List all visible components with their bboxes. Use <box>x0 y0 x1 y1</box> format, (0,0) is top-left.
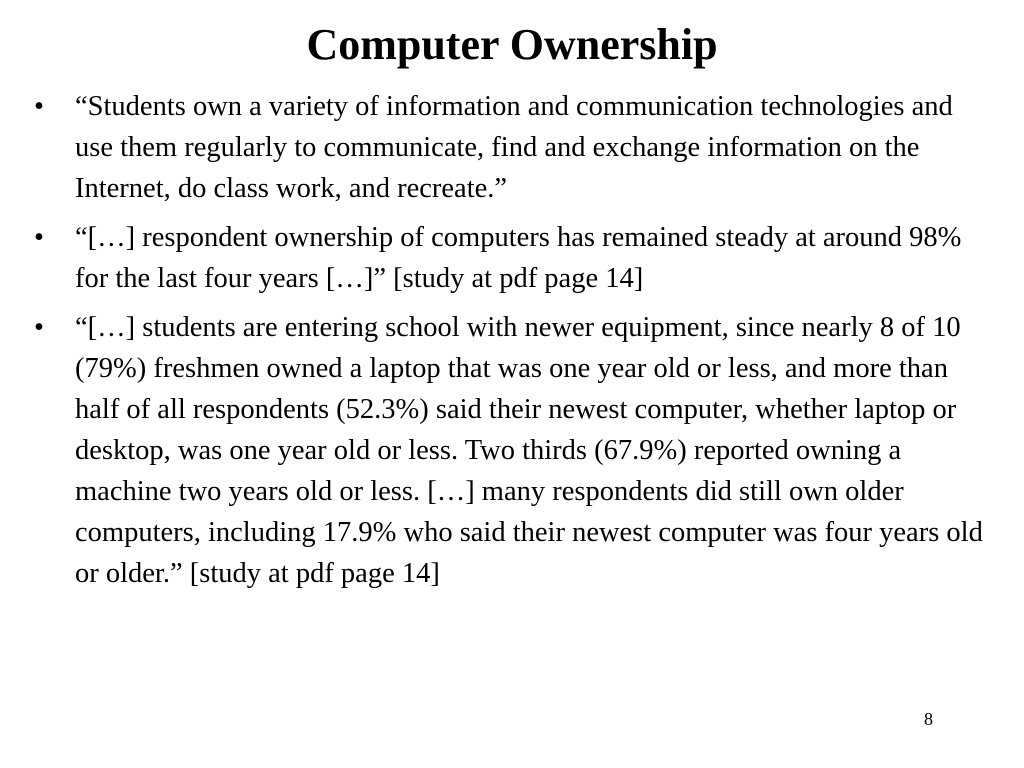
bullet-item <box>30 307 990 594</box>
bullet-icon: • <box>34 91 44 122</box>
bullet-item <box>30 217 990 299</box>
page-number: 8 <box>924 709 933 729</box>
bullet-item <box>30 86 990 209</box>
bullet-text: “Students own a variety of information and communication technologies and use them regularly to communicate, find and exchange information on the Internet, do class work, and recreate.” <box>75 91 953 204</box>
bullet-list <box>30 86 990 602</box>
bullet-icon: • <box>34 312 44 343</box>
bullet-text: “[…] respondent ownership of computers has remained steady at around 98% for the last four years […]” [study at pdf page 14] <box>75 222 962 294</box>
bullet-text: “[…] students are entering school with newer equipment, since nearly 8 of 10 (79%) freshmen owned a laptop that was one year old or less, and more than half of all respondents (52.3%) said their newest computer, whether laptop or desktop, was one year old or less. Two thirds (67.9%) reported owning a machine two years old or less. […] many respondents did still own older computers, including 17.9% who said their newest computer was four years old or older.” [study at pdf page 14] <box>75 312 983 589</box>
slide-title: Computer Ownership <box>306 20 718 69</box>
bullet-icon: • <box>34 222 44 253</box>
